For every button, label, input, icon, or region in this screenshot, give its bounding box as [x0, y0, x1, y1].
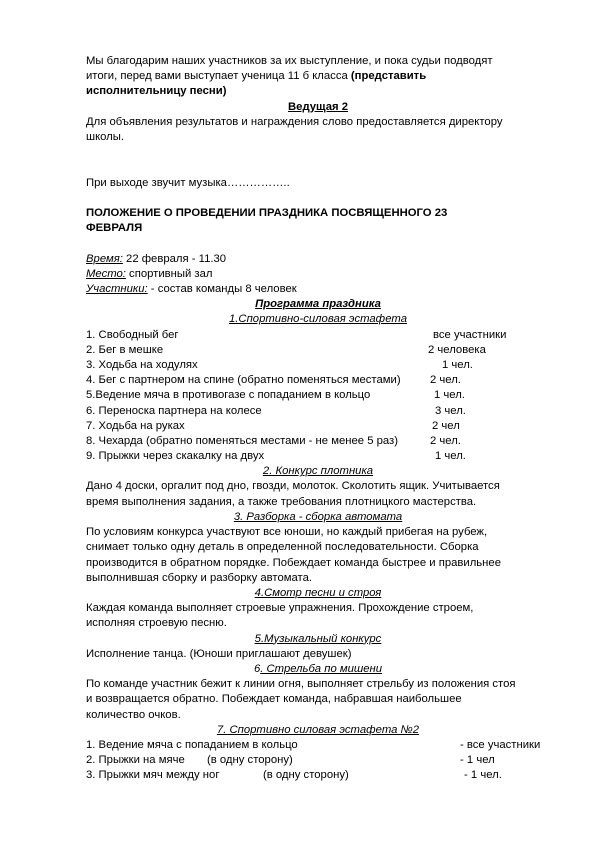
item-name: 7. Ходьба на руках: [86, 419, 185, 432]
spacer: [86, 145, 550, 160]
section1-list: [86, 328, 550, 465]
document-page: [86, 54, 550, 784]
spacer: [86, 191, 550, 206]
section6-title-rest: . Стрельба по мишени: [260, 662, 383, 675]
section7-list: [86, 738, 550, 784]
list-item: [86, 449, 550, 464]
place-label: Место:: [86, 267, 126, 280]
item-count: - все участники: [460, 738, 541, 751]
item-count: 2 человека: [428, 343, 486, 356]
intro-line-2-text: итоги, перед вами выступает ученица 11 б класса: [86, 70, 351, 83]
item-count: - 1 чел: [460, 754, 495, 767]
place-value: спортивный зал: [125, 267, 213, 280]
list-item: [86, 358, 550, 373]
item-name: 9. Прыжки через скакалку на двух: [86, 450, 265, 463]
item-name: 8. Чехарда (обратно поменяться местами - не менее 5 раз): [86, 434, 398, 447]
music-line: При выходе звучит музыка……………..: [86, 176, 290, 189]
section1-title: 1.Спортивно-силовая эстафета: [229, 313, 407, 326]
list-item: [86, 328, 550, 343]
list-item: [86, 434, 550, 449]
program-title: Программа праздника: [255, 298, 381, 311]
title-line-1: ПОЛОЖЕНИЕ О ПРОВЕДЕНИИ ПРАЗДНИКА ПОСВЯЩЕННОГО 23: [86, 206, 448, 219]
section4-text-2: исполняя строевую песню.: [86, 617, 227, 630]
time-label: Время:: [86, 252, 123, 265]
meta-participants: [86, 282, 550, 297]
item-name: 3. Ходьба на ходулях: [86, 358, 198, 371]
item-count: 1 чел.: [435, 450, 466, 463]
section3-title: 3. Разборка - сборка автомата: [233, 510, 403, 523]
section2-text-1: Дано 4 доски, оргалит под дно, гвозди, молоток. Сколотить ящик. Учитывается: [86, 480, 500, 493]
time-value: 22 февраля - 11.30: [122, 252, 227, 265]
item-note: (в одну сторону): [207, 754, 293, 767]
participants-value: - состав команды 8 человек: [147, 282, 297, 295]
meta-place: [86, 267, 550, 282]
section4-text-1: Каждая команда выполняет строевые упражнения. Прохождение строем,: [86, 602, 474, 615]
section2-text-2: время выполнения задания, а также требования плотницкого мастерства.: [86, 495, 477, 508]
meta-time: [86, 252, 550, 267]
section6-text-2: и возвращается обратно. Побеждает команда, набравшая наибольшее: [86, 693, 462, 706]
section3-text-1: По условиям конкурса участвуют все юноши, но каждый прибегая на рубеж,: [86, 526, 488, 539]
spacer: [86, 160, 550, 175]
spacer: [86, 236, 550, 251]
intro-line-3: исполнительницу песни): [86, 85, 227, 98]
section6-text-1: По команде участник бежит к линии огня, выполняет стрельбу из положения стоя: [86, 678, 516, 691]
section3-text-2: снимает только одну деталь в определенной последовательности. Сборка: [86, 541, 479, 554]
section6-title: [86, 662, 550, 677]
intro-line-2: [86, 69, 550, 84]
section4-title: 4.Смотр песни и строя: [254, 586, 382, 599]
host2-text-2: школы.: [86, 131, 125, 144]
item-note: (в одну сторону): [263, 769, 349, 782]
list-item: [86, 768, 550, 783]
item-name: 5.Ведение мяча в противогазе с попаданием в кольцо: [86, 389, 371, 402]
intro-bold-part: (представить: [350, 70, 427, 83]
list-item: [86, 738, 550, 753]
list-item: [86, 753, 550, 768]
list-item: [86, 388, 550, 403]
item-name: 1. Ведение мяча с попаданием в кольцо: [86, 738, 298, 751]
host2-heading: Ведущая 2: [288, 100, 348, 113]
item-name: 2. Прыжки на мяче: [86, 754, 185, 767]
list-item: [86, 419, 550, 434]
section3-text-4: выполнившая сборку и разборку автомата.: [86, 571, 313, 584]
item-name: 6. Переноска партнера на колесе: [86, 404, 262, 417]
list-item: [86, 373, 550, 388]
item-count: 2 чел: [432, 419, 460, 432]
list-item: [86, 404, 550, 419]
item-count: 1 чел.: [442, 358, 473, 371]
host2-text-1: Для объявления результатов и награждения слово предоставляется директору: [86, 115, 503, 128]
intro-line-1: Мы благодарим наших участников за их выступление, и пока судьи подводят: [86, 55, 493, 67]
section5-title: 5.Музыкальный конкурс: [254, 632, 382, 645]
item-name: 4. Бег с партнером на спине (обратно поменяться местами): [86, 374, 401, 387]
list-item: [86, 343, 550, 358]
item-count: - 1 чел.: [464, 769, 502, 782]
item-name: 1. Свободный бег: [86, 328, 179, 341]
item-count: 2 чел.: [430, 374, 461, 387]
item-name: 2. Бег в мешке: [86, 343, 164, 356]
participants-label: Участники:: [86, 282, 148, 295]
section2-title: 2. Конкурс плотника: [262, 465, 374, 478]
item-count: 1 чел.: [434, 389, 465, 402]
section3-text-3: производится в обратном порядке. Побеждает команда быстрее и правильнее: [86, 556, 501, 569]
section7-title: 7. Спортивно силовая эстафета №2: [216, 723, 420, 736]
item-count: 2 чел.: [430, 434, 461, 447]
section6-title-num: 6: [253, 662, 261, 675]
section6-text-3: количество очков.: [86, 708, 181, 721]
item-count: 3 чел.: [435, 404, 466, 417]
title-line-2: ФЕВРАЛЯ: [86, 222, 143, 235]
item-name: 3. Прыжки мяч между ног: [86, 769, 220, 782]
item-count: все участники: [433, 328, 507, 341]
section5-text-1: Исполнение танца. (Юноши приглашают девушек): [86, 647, 352, 660]
